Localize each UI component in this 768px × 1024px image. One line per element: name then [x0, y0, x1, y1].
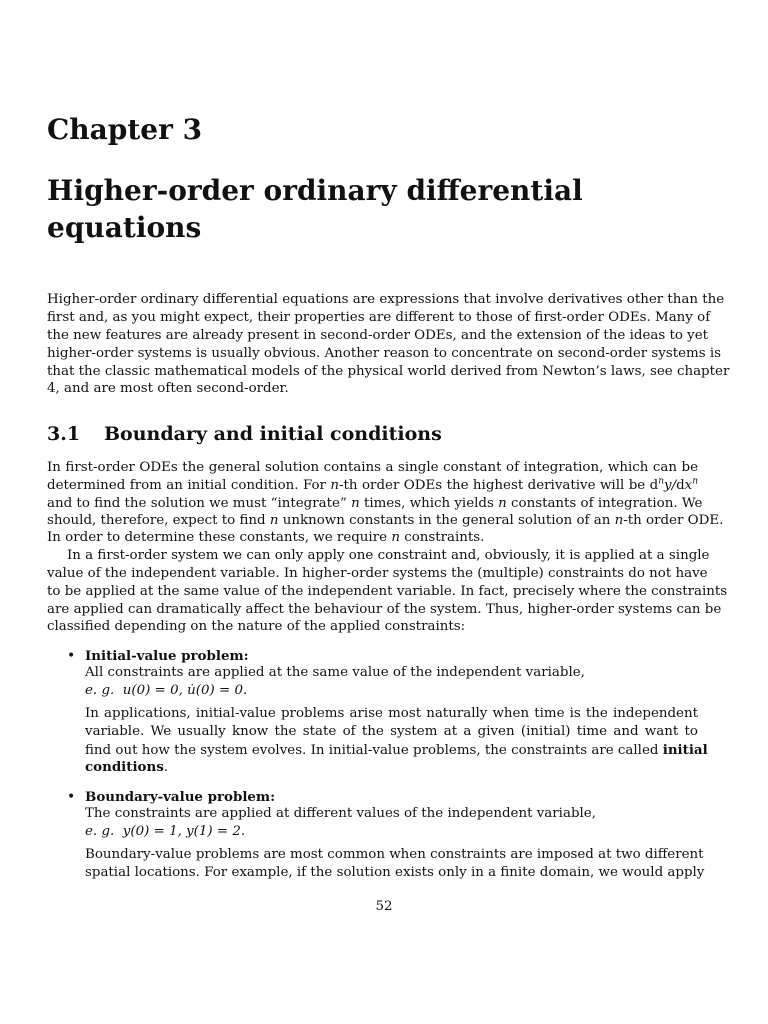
- chapter-title: Higher-order ordinary differential equations: [47, 174, 583, 244]
- list-item-note-line: spatial locations. For example, if the solution exists only in a finite domain, we would apply: [85, 865, 705, 880]
- intro-line: the new features are already present in second-order ODEs, and the extension of the ideas to yet: [47, 328, 709, 343]
- paragraph-line: determined from an initial condition. For n-th order ODEs the highest derivative will be $d^ny/dx^n$: [47, 476, 699, 493]
- section-heading: [47, 421, 698, 447]
- intro-line: that the classic mathematical models of the physical world derived from Newton’s laws, see chapter: [47, 364, 730, 379]
- paragraph-line: value of the independent variable. In higher-order systems the (multiple) constraints do not have: [47, 566, 708, 581]
- paragraph-line: should, therefore, expect to find n unknown constants in the general solution of an n-th order ODE.: [47, 513, 724, 528]
- list-item-title: Initial-value problem:: [85, 648, 249, 664]
- paragraph-line: In a first-order system we can only apply one constraint and, obviously, it is applied at a single: [67, 548, 710, 563]
- paragraph-line: to be applied at the same value of the independent variable. In fact, precisely where the constraints: [47, 584, 728, 599]
- paragraph-line: In first-order ODEs the general solution contains a single constant of integration, which can be: [47, 460, 698, 475]
- chapter-label: Chapter 3: [47, 113, 203, 146]
- bullet-marker: •: [67, 648, 76, 664]
- list-item-example: e. g. u(0) = 0, u̇(0) = 0.: [85, 683, 248, 698]
- intro-line: 4, and are most often second-order.: [47, 381, 289, 396]
- list-item-description: All constraints are applied at the same value of the independent variable,: [85, 665, 585, 680]
- list-item-note-line: conditions.: [85, 759, 169, 775]
- section-title: Boundary and initial conditions: [104, 423, 442, 445]
- section-number: 3.1: [47, 423, 81, 445]
- paragraph-line: are applied can dramatically affect the behaviour of the system. Thus, higher-order systems can be: [47, 602, 722, 617]
- list-item-note-line: Boundary-value problems are most common when constraints are imposed at two different: [85, 847, 704, 862]
- intro-line: first and, as you might expect, their properties are different to those of first-order ODEs. Many of: [47, 310, 711, 325]
- bullet-marker: •: [67, 789, 76, 805]
- list-item-description: The constraints are applied at different values of the independent variable,: [85, 806, 596, 821]
- page-number: 52: [375, 899, 393, 914]
- paragraph-line: classified depending on the nature of the applied constraints:: [47, 619, 466, 634]
- list-item-example: e. g. y(0) = 1, y(1) = 2.: [85, 824, 246, 839]
- intro-line: higher-order systems is usually obvious. Another reason to concentrate on second-order systems is: [47, 346, 722, 361]
- list-item-title: Boundary-value problem:: [85, 789, 276, 805]
- list-item-note-line: find out how the system evolves. In initial-value problems, the constraints are called initial: [85, 742, 708, 758]
- list-item-note-line: In applications, initial-value problems arise most naturally when time is the independent: [85, 706, 698, 721]
- paragraph-line: In order to determine these constants, we require n constraints.: [47, 530, 485, 545]
- paragraph-line: and to find the solution we must “integrate” n times, which yields n constants of integration. We: [47, 496, 703, 511]
- list-item-note-line: variable. We usually know the state of the system at a given (initial) time and want to: [85, 724, 698, 739]
- intro-line: Higher-order ordinary differential equations are expressions that involve derivatives other than the: [47, 292, 725, 307]
